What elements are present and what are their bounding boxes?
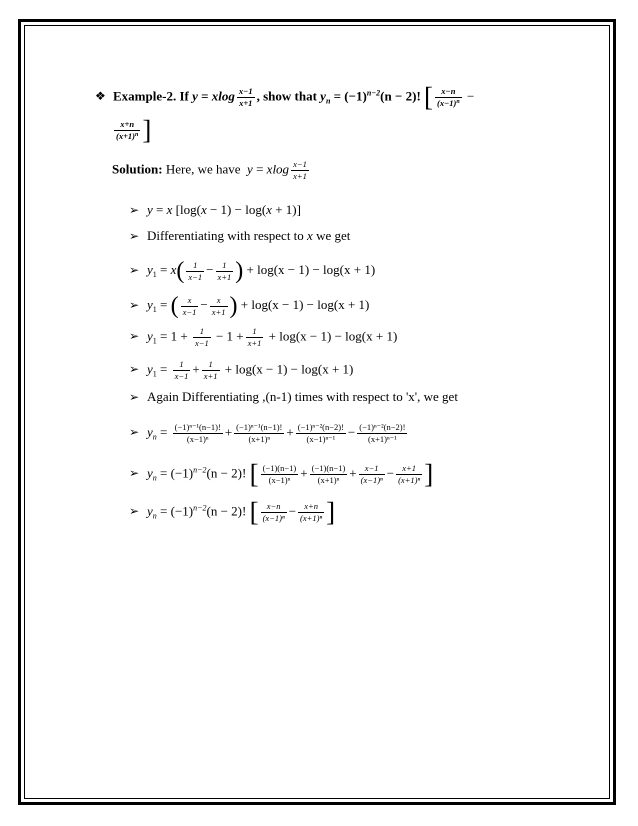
step-10 [129, 499, 335, 526]
s8-f2-num: (−1)ⁿ⁻¹(n−1)! [236, 422, 283, 432]
s9-sup: n−2 [193, 465, 207, 475]
s5-sub: 1 [152, 336, 157, 346]
s9-frac-2 [310, 464, 348, 485]
s7-text: Again Differentiating ,(n-1) times with respect to 'x', we get [147, 389, 458, 404]
example-heading-cont [112, 117, 151, 144]
solution-line [112, 160, 311, 181]
s6-plus: + [192, 361, 200, 377]
s9-f3-num: x−1 [359, 464, 385, 475]
s10-sup: n−2 [193, 503, 207, 513]
xlog: xlog [211, 88, 235, 104]
s9-f1-den: (x−1)ⁿ [268, 475, 291, 485]
bracket-open: [ [249, 459, 259, 489]
example-minus: − [466, 88, 475, 104]
s6-frac-b [202, 360, 220, 381]
yn: y [320, 88, 326, 104]
s9-f1-num: (−1)(n−1) [262, 463, 297, 474]
s9-eq: = (−1) [156, 465, 194, 481]
arrow-bullet-icon: ➢ [129, 329, 140, 344]
bracket-close: ] [326, 497, 336, 527]
bracket-close: ] [142, 115, 152, 145]
s8-f1-num: (−1)ⁿ⁻¹(n−1)! [174, 422, 221, 432]
rhs-a-sup: n−2 [366, 88, 381, 98]
arrow-bullet-icon: ➢ [129, 362, 140, 377]
s4-a-num: x [181, 296, 199, 307]
example-fraction [237, 87, 255, 108]
step-6 [129, 360, 353, 381]
step-4 [129, 294, 369, 318]
s4-a-den: x−1 [182, 306, 197, 317]
s5-frac-a [193, 327, 211, 348]
s10-eq: = (−1) [156, 503, 194, 519]
arrow-bullet-icon: ➢ [129, 203, 140, 217]
step-8 [129, 423, 409, 444]
eq-sign: = [201, 88, 209, 104]
s9-op1: + [300, 465, 308, 481]
frac-den: x+1 [239, 98, 253, 108]
paren-open: ( [170, 293, 179, 319]
arrow-bullet-icon: ➢ [129, 504, 140, 519]
sol-eq: = [256, 161, 264, 177]
s5-frac-b [246, 327, 264, 348]
s4-tail: + log(x − 1) − log(x + 1) [240, 296, 370, 312]
s1-a: = [152, 202, 167, 217]
solution-label: Solution: [112, 161, 163, 177]
s3-tail: + log(x − 1) − log(x + 1) [246, 261, 376, 277]
s6-a-num: 1 [173, 360, 191, 371]
s10-y: y [147, 503, 153, 519]
sol-frac-den: x+1 [293, 170, 307, 181]
s1-b: [log( [172, 202, 201, 217]
s8-f3-den: (x−1)ⁿ⁻¹ [306, 433, 336, 444]
s10-f1-num: x−n [261, 502, 287, 513]
arrow-bullet-icon: ➢ [129, 297, 140, 312]
s6-frac-a [173, 360, 191, 381]
example-label: Example-2. [113, 88, 177, 104]
step-9 [129, 461, 433, 488]
s5-tail: + log(x − 1) − log(x + 1) [268, 328, 398, 344]
s4-sub: 1 [152, 304, 157, 314]
sol-xlog: xlog [266, 161, 290, 177]
s5-y: y [147, 328, 153, 344]
step-1 [129, 203, 301, 216]
s8-op1: + [224, 424, 233, 440]
s9-fact: (n − 2)! [206, 465, 247, 481]
sol-frac-num: x−1 [293, 159, 307, 169]
bracket-open: [ [424, 82, 434, 112]
s4-b-den: x+1 [211, 306, 226, 317]
s10-op1: − [288, 503, 297, 519]
s8-op3: − [347, 424, 356, 440]
rhs-a: = (−1) [333, 88, 367, 104]
bracket-close: ] [424, 459, 434, 489]
s2-a: Differentiating with respect to [147, 228, 308, 243]
s9-sub: n [152, 473, 157, 483]
s5-a-den: x−1 [194, 337, 209, 348]
s1-d: + 1)] [271, 202, 301, 217]
s5-eq: = 1 + [156, 328, 191, 344]
f2-num: x+n [114, 120, 140, 131]
s8-f2-den: (x+1)ⁿ [248, 433, 271, 444]
s3-frac-a [186, 261, 204, 282]
s8-f1-den: (x−1)ⁿ [186, 433, 209, 444]
s3-a-den: x−1 [188, 271, 203, 282]
yn-sub: n [325, 96, 331, 106]
s6-tail: + log(x − 1) − log(x + 1) [224, 361, 354, 377]
s3-y: y [147, 261, 153, 277]
solution-text: Here, we have [165, 161, 241, 177]
s9-f2-num: (−1)(n−1) [311, 463, 346, 474]
s5-b-den: x+1 [247, 337, 262, 348]
s9-f2-den: (x+1)ⁿ [317, 475, 340, 485]
s1-x: x [166, 202, 173, 217]
arrow-bullet-icon: ➢ [129, 262, 140, 277]
s8-y: y [147, 424, 153, 440]
s10-frac-1 [261, 502, 287, 523]
s8-frac-3 [296, 423, 346, 444]
s1-x2: x [266, 202, 272, 217]
s10-f2-den: (x+1)ⁿ [300, 513, 323, 523]
s4-frac-b [210, 296, 228, 317]
s1-c: − 1) − log( [206, 202, 267, 217]
eq-lhs: y [192, 88, 198, 104]
s1-y: y [147, 202, 153, 217]
s10-frac-2 [298, 502, 324, 523]
s8-f4-den: (x+1)ⁿ⁻¹ [368, 433, 397, 444]
s6-a-den: x−1 [174, 370, 189, 381]
arrow-bullet-icon: ➢ [129, 390, 140, 404]
s10-f1-den: (x−1)ⁿ [262, 513, 285, 523]
s6-b-num: 1 [202, 360, 220, 371]
s9-frac-4 [396, 464, 422, 485]
paren-close: ) [235, 258, 244, 284]
s8-f4-num: (−1)ⁿ⁻²(n−2)! [359, 422, 406, 432]
step-5 [129, 327, 397, 348]
s8-frac-1 [173, 423, 223, 444]
s9-y: y [147, 465, 153, 481]
s4-frac-a [181, 296, 199, 317]
step-3 [129, 259, 375, 283]
s1-x1: x [200, 202, 207, 217]
step-2 [129, 229, 350, 242]
s4-y: y [147, 296, 153, 312]
s2-b: we get [312, 228, 351, 243]
if-word: If [179, 88, 189, 104]
bracket-open: [ [249, 497, 259, 527]
s5-mid: − 1 + [215, 328, 244, 344]
s6-sub: 1 [152, 369, 157, 379]
s8-frac-2 [234, 423, 284, 444]
s10-fact: (n − 2)! [206, 503, 247, 519]
show-that: , show that [256, 88, 317, 104]
s8-f3-num: (−1)ⁿ⁻²(n−2)! [297, 422, 344, 432]
s4-b-num: x [210, 296, 228, 307]
s6-y: y [147, 361, 153, 377]
s8-sub: n [152, 432, 157, 442]
s9-op2: + [349, 465, 357, 481]
f1-num: x−n [435, 87, 462, 98]
example-frac-2 [114, 120, 140, 141]
s5-a-num: 1 [193, 327, 211, 338]
s8-frac-4 [357, 423, 407, 444]
sol-y: y [247, 161, 253, 177]
s9-f4-den: (x+1)ⁿ [398, 475, 421, 485]
solution-fraction [291, 160, 309, 181]
rhs-b: (n − 2)! [380, 88, 421, 104]
s3-b-num: 1 [216, 261, 234, 272]
paren-open: ( [176, 258, 185, 284]
frac-num: x−1 [238, 86, 253, 97]
s10-f2-num: x+n [298, 502, 324, 513]
s5-b-num: 1 [246, 327, 264, 338]
s8-op2: + [286, 424, 294, 440]
arrow-bullet-icon: ➢ [129, 466, 140, 481]
arrow-bullet-icon: ➢ [129, 229, 140, 243]
f2-den: (x+1) [116, 131, 136, 141]
s10-sub: n [152, 511, 157, 521]
s3-x: x [170, 261, 177, 277]
s8-eq: = [156, 424, 171, 440]
s3-b-den: x+1 [217, 271, 232, 282]
s9-f3-den: (x−1)ⁿ [360, 475, 383, 485]
s4-eq: = [156, 296, 171, 312]
s9-op3: − [386, 465, 395, 481]
example-frac-1 [435, 87, 462, 108]
s3-minus: − [206, 261, 214, 277]
paren-close: ) [229, 293, 238, 319]
s3-frac-b [216, 261, 234, 282]
s3-eq: = [156, 261, 171, 277]
arrow-bullet-icon: ➢ [129, 425, 140, 440]
s3-a-num: 1 [186, 261, 204, 272]
s3-sub: 1 [152, 269, 157, 279]
example-heading [95, 84, 474, 111]
f2-den-sup: n [135, 132, 139, 138]
s6-eq: = [156, 361, 171, 377]
s9-frac-1 [261, 464, 299, 485]
step-7 [129, 390, 458, 403]
s9-f4-num: x+1 [396, 464, 422, 475]
s2-x: x [307, 228, 313, 243]
s9-frac-3 [359, 464, 385, 485]
f1-den: (x−1) [437, 98, 457, 108]
f1-den-sup: n [456, 99, 460, 105]
s6-b-den: x+1 [203, 370, 218, 381]
diamond-bullet-icon: ❖ [95, 89, 106, 104]
s4-minus: − [200, 296, 208, 312]
